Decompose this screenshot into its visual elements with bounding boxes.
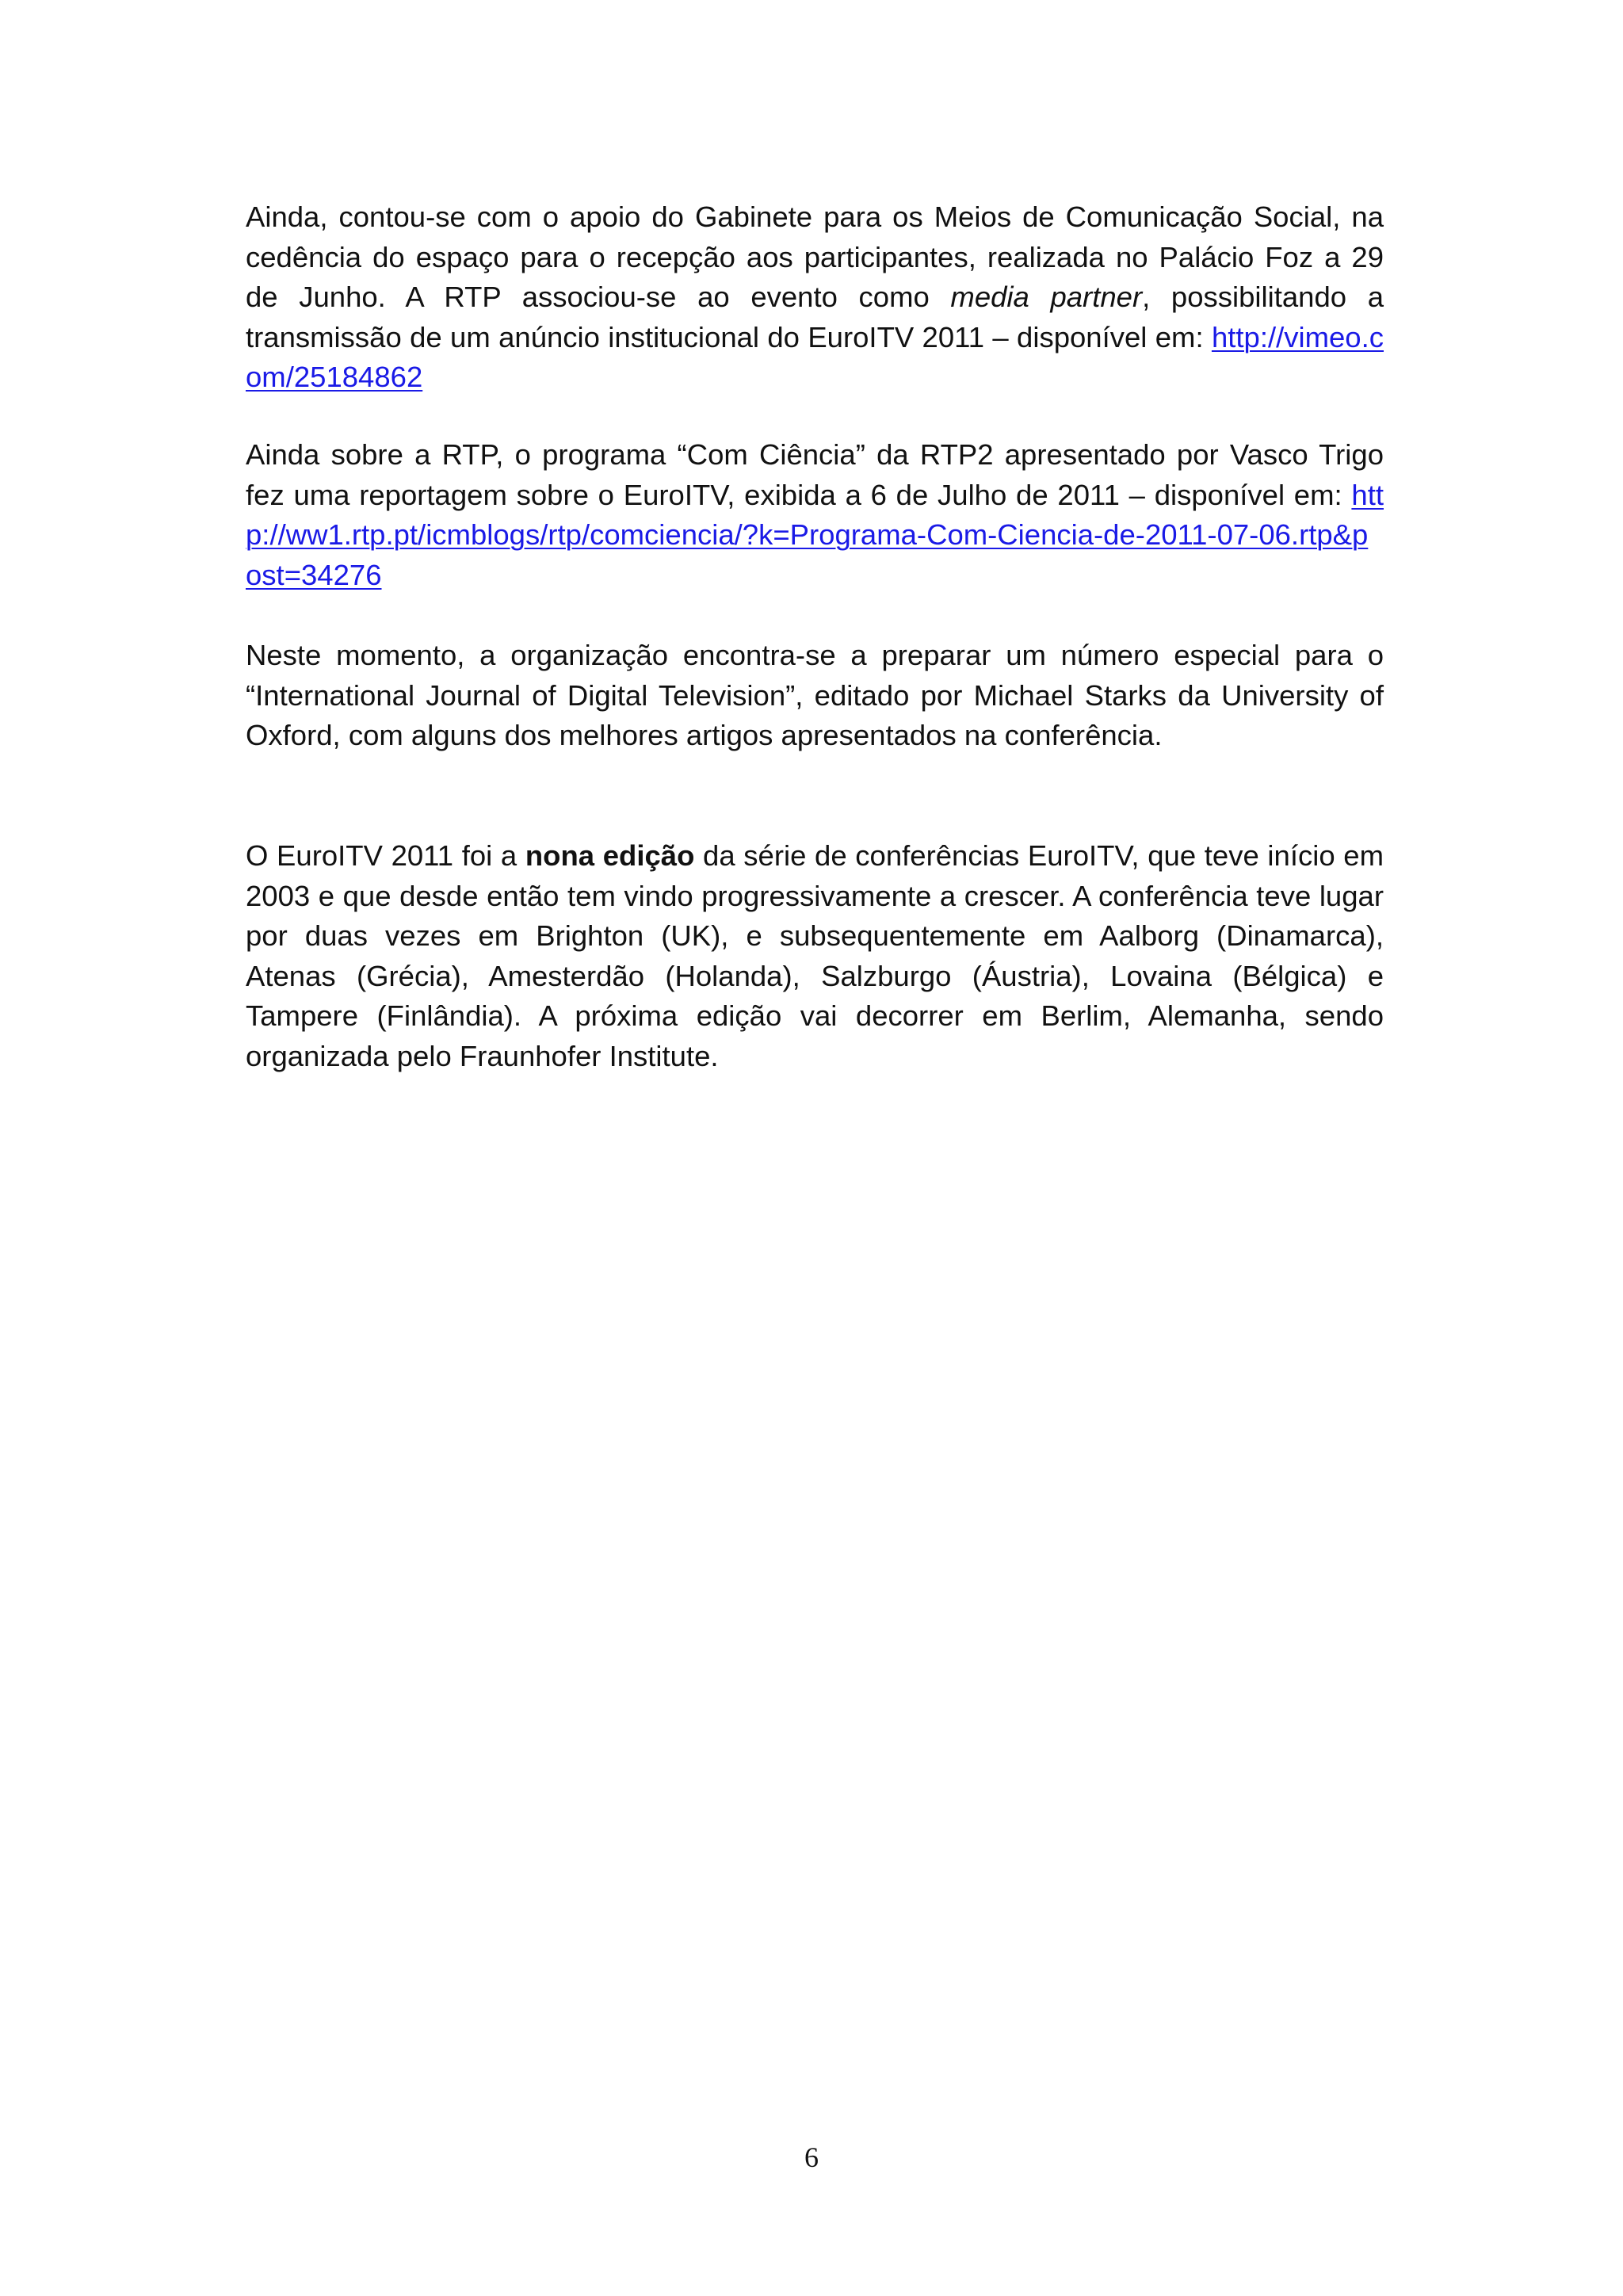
paragraph-text: Ainda, contou-se com o apoio do Gabinete para os Meios de Comunicação Social, na cedência do espaço para o recepção aos participantes, realizada no Palácio Foz a 29 de Junho. A RTP associou-se ao evento como	[246, 201, 1384, 313]
paragraph-text: O EuroITV 2011 foi a	[246, 839, 525, 872]
vimeo-link[interactable]: http://vimeo.com/25184862	[246, 320, 1384, 393]
paragraph-special-issue: Neste momento, a organização encontra-se a preparar um número especial para o “International Journal of Digital Television”, editado por Michael Starks da University of Oxford, com alguns dos melhores artigos apresentados na conferência.	[246, 639, 1384, 751]
paragraph-conference-history	[246, 836, 1384, 1076]
italic-term: media partner	[950, 281, 1143, 313]
paragraph-text: da série de conferências EuroITV, que teve início em 2003 e que desde então tem vindo progressivamente a crescer. A conferência teve lugar por duas vezes em Brighton (UK), e subsequentemente em Aalborg (Dinamarca), Atenas (Grécia), Amesterdão (Holanda), Salzburgo (Áustria), Lovaina (Bélgica) e Tampere (Finlândia). A próxima edição vai decorrer em Berlim, Alemanha, sendo organizada pelo Fraunhofer Institute.	[246, 839, 1384, 1072]
paragraph-com-ciencia	[246, 435, 1384, 595]
paragraph-text: , possibilitando a transmissão de um anúncio institucional do EuroITV 2011 – disponível em:	[246, 281, 1384, 353]
page-number: 6	[804, 2141, 819, 2173]
bold-term: nona edição	[525, 839, 695, 872]
paragraph-text: Ainda sobre a RTP, o programa “Com Ciência” da RTP2 apresentado por Vasco Trigo fez uma reportagem sobre o EuroITV, exibida a 6 de Julho de 2011 – disponível em:	[246, 438, 1384, 511]
paragraph-rtp-media-partner	[246, 197, 1384, 398]
rtp-comciencia-link[interactable]: http://ww1.rtp.pt/icmblogs/rtp/comciencia/?k=Programa-Com-Ciencia-de-2011-07-06.rtp&post=34276	[246, 478, 1384, 591]
